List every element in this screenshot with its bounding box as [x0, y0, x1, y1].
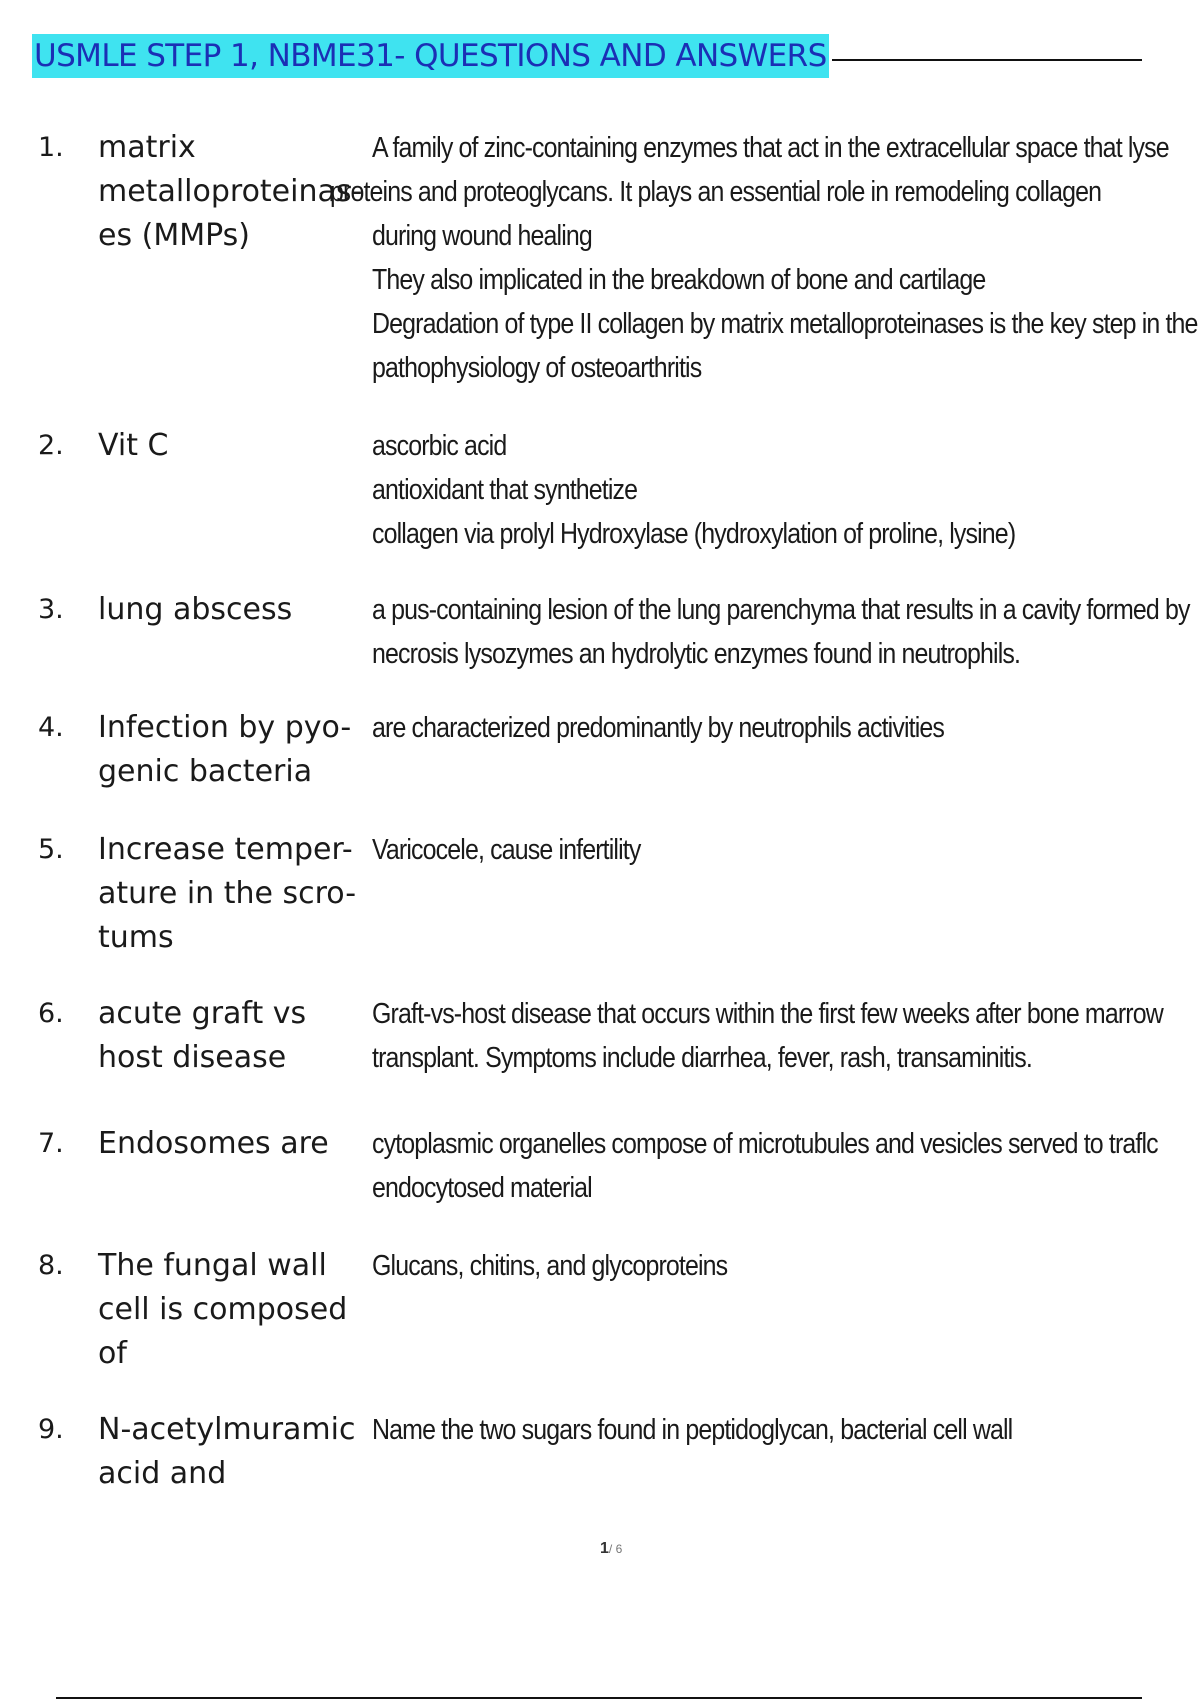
- term-line: metalloproteinas-: [98, 174, 363, 209]
- term-line: genic bacteria: [98, 754, 313, 789]
- term-line: The fungal wall: [98, 1248, 327, 1283]
- definition-line: a pus-containing lesion of the lung parenchyma that results in a cavity formed by: [372, 594, 1190, 626]
- definition-line: Name the two sugars found in peptidoglycan, bacterial cell wall: [372, 1414, 1013, 1446]
- page-total: / 6: [608, 1542, 623, 1556]
- definition-line: ascorbic acid: [372, 430, 507, 462]
- item-definition: [372, 828, 1192, 872]
- definition-line: transplant. Symptoms include diarrhea, fever, rash, transaminitis.: [372, 1042, 1032, 1074]
- title-rule: [832, 59, 1142, 61]
- term-line: acute graft vs: [98, 996, 307, 1031]
- item-term: [98, 1408, 360, 1496]
- term-line: matrix: [98, 130, 196, 165]
- item-term: [98, 828, 360, 960]
- definition-line: pathophysiology of osteoarthritis: [372, 352, 702, 384]
- term-line: tums: [98, 920, 174, 955]
- definition-line: proteins and proteoglycans. It plays an essential role in remodeling collagen: [330, 176, 1102, 208]
- item-number: 7.: [38, 1128, 64, 1159]
- footer-rule: [56, 1697, 1142, 1699]
- term-line: Vit C: [98, 428, 169, 463]
- page-title: USMLE STEP 1, NBME31- QUESTIONS AND ANSWERS: [32, 34, 829, 78]
- definition-line: Degradation of type II collagen by matrix metalloproteinases is the key step in the: [372, 308, 1198, 340]
- term-line: Endosomes are: [98, 1126, 329, 1161]
- definition-line: Varicocele, cause infertility: [372, 834, 641, 866]
- definition-line: cytoplasmic organelles compose of microtubules and vesicles served to traflc: [372, 1128, 1158, 1160]
- term-line: ature in the scro-: [98, 876, 357, 911]
- item-number: 1.: [38, 132, 64, 163]
- term-line: lung abscess: [98, 592, 293, 627]
- item-definition: [372, 1244, 1192, 1288]
- title-bar: [32, 34, 1142, 82]
- definition-line: during wound healing: [372, 220, 592, 252]
- item-term: [98, 706, 360, 794]
- item-number: 9.: [38, 1414, 64, 1445]
- definition-line: Glucans, chitins, and glycoproteins: [372, 1250, 728, 1282]
- page-current: 1: [600, 1540, 609, 1557]
- item-number: 5.: [38, 834, 64, 865]
- definition-line: A family of zinc-containing enzymes that act in the extracellular space that lyse: [372, 132, 1169, 164]
- item-term: [98, 1244, 360, 1376]
- term-line: N-acetylmuramic: [98, 1412, 356, 1447]
- item-definition: [372, 1122, 1192, 1210]
- definition-line: are characterized predominantly by neutrophils activities: [372, 712, 945, 744]
- item-number: 4.: [38, 712, 64, 743]
- item-term: [98, 588, 360, 632]
- term-line: Infection by pyo-: [98, 710, 352, 745]
- item-term: [98, 126, 363, 258]
- item-term: [98, 424, 360, 468]
- definition-line: antioxidant that synthetize: [372, 474, 638, 506]
- item-definition: [372, 1408, 1192, 1452]
- term-line: cell is composed: [98, 1292, 348, 1327]
- item-definition: [372, 992, 1192, 1080]
- item-definition: [372, 706, 1192, 750]
- term-line: acid and: [98, 1456, 227, 1491]
- item-term: [98, 1122, 360, 1166]
- definition-line: collagen via prolyl Hydroxylase (hydroxylation of proline, lysine): [372, 518, 1016, 550]
- item-definition: [372, 588, 1192, 676]
- item-number: 3.: [38, 594, 64, 625]
- item-term: [98, 992, 360, 1080]
- term-line: Increase temper-: [98, 832, 353, 867]
- item-number: 8.: [38, 1250, 64, 1281]
- definition-line: Graft-vs-host disease that occurs within the first few weeks after bone marrow: [372, 998, 1163, 1030]
- definition-line: They also implicated in the breakdown of bone and cartilage: [372, 264, 986, 296]
- term-line: es (MMPs): [98, 218, 250, 253]
- definition-line: endocytosed material: [372, 1172, 592, 1204]
- item-definition: [330, 126, 1198, 390]
- item-number: 2.: [38, 430, 64, 461]
- term-line: host disease: [98, 1040, 287, 1075]
- item-definition: [372, 424, 1192, 556]
- term-line: of: [98, 1336, 127, 1371]
- definition-line: necrosis lysozymes an hydrolytic enzymes found in neutrophils.: [372, 638, 1021, 670]
- page-indicator: [600, 1540, 622, 1558]
- item-number: 6.: [38, 998, 64, 1029]
